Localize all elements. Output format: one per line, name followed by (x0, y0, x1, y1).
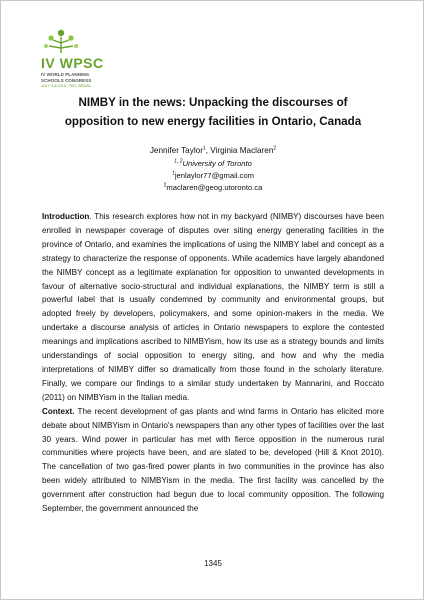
affiliation-superscript: 1, 2 (174, 158, 183, 165)
context-text: The recent development of gas plants and wind farms in Ontario has elicited more debate about NIMBYism in Ontario's newspapers than any other types of facilities over the last 30 years. Wind power in particular has met with fierce opposition in the numerous rural communities where projects have been, and are slated to be, developed (Hill & Knot 2010). The cancellation of two gas-fired power plants in two communities in the province has also been widely attributed to NIMBYism in the media. The first facility was cancelled by the government after construction had begun due to local community opposition. The following September, the government announced the (42, 406, 384, 514)
logo-title: IV WPSC (41, 55, 104, 71)
author-name: Jennifer Taylor (149, 146, 203, 155)
title-line-2: opposition to new energy facilities in Ontario, Canada (64, 115, 362, 128)
author-superscript: 1 (202, 145, 206, 152)
email-address: jenlaylor77@gmail.com (174, 171, 254, 180)
context-paragraph (42, 405, 384, 516)
author-line (1, 145, 424, 157)
author-superscript: 2 (273, 145, 277, 152)
conference-logo (21, 29, 131, 89)
page-number: 1345 (204, 559, 222, 568)
introduction-paragraph (42, 210, 384, 405)
context-heading: Context. (42, 406, 75, 416)
logo-subtitle-line2: SCHOOLS CONGRESS (41, 77, 92, 83)
title-line-1: NIMBY in the news: Unpacking the discourses of (78, 96, 348, 109)
email-superscript: 1 (172, 170, 175, 177)
email-line-2 (1, 183, 424, 193)
logo-subtitle-line1: IV WORLD PLANNING (41, 72, 90, 77)
email-address: maclaren@geog.utoronto.ca (166, 183, 263, 192)
author-separator: , (205, 146, 211, 155)
affiliation-name: University of Toronto (182, 159, 252, 168)
introduction-text: . This research explores how not in my backyard (NIMBY) discourses have been enrolled in newspaper coverage of disputes over siting energy generating facilities in the province of Ontario, and examines the implications of using the NIMBY label and concept as a strategy to characterize the response of opponents. While academics have largely abandoned the NIMBY concept as a legitimate explanation for opposition to unwanted developments in favour of alternative socio-structural and individual explanations, the NIMBY term is still a powerful label that is usually condemned by community and environmental groups, but adopted freely by developers, policymakers, and some opinion-makers in the media. We undertake a discourse analysis of articles in Ontario newspapers to explore the contested meanings and implications ascribed to NIMBYism, how its use as a strategy bounds and limits understandings of social opposition to energy siting, and how and why the media interpretations of NIMBY differ so dramatically from those found in the scholarly literature. Finally, we compare our findings to a similar study undertaken by Mannarini, and Roccato (2011) on NIMBYism in the Italian media. (42, 212, 384, 402)
body-text (42, 210, 384, 516)
email-line-1 (1, 171, 424, 181)
email-superscript: 2 (163, 182, 167, 189)
logo-mark-icon (41, 29, 81, 55)
author-name: Virginia Maclaren (210, 146, 274, 155)
affiliation (1, 159, 424, 169)
introduction-heading: Introduction (42, 212, 90, 221)
paper-title (41, 93, 385, 131)
logo-bottom-text: JULY 4-8 2016 · RIO, BRAZIL (41, 84, 92, 88)
